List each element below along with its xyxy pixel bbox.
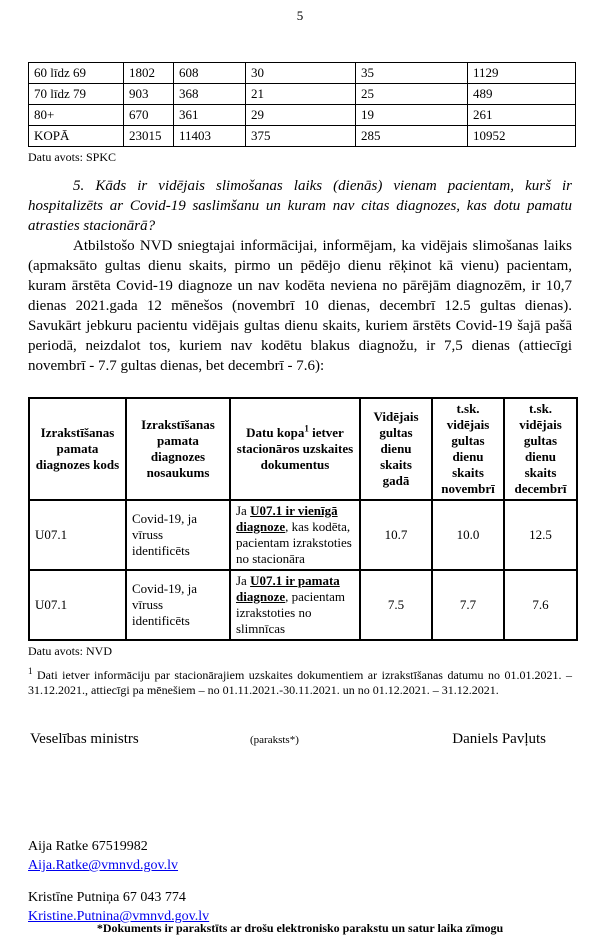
value-cell: 1129 [468,63,576,84]
value-cell: 361 [174,105,246,126]
age-group-cell: 80+ [29,105,124,126]
value-cell: 608 [174,63,246,84]
answer-paragraph: Atbilstošo NVD sniegtajai informācijai, informējam, ka vidējais slimošanas laiks (apmaksāto gultas dienu skaits, pirmo un pēdējo dienu rēķinot kā vienu) pacientam, kuram ārstēta Covid-19 diagnoze un nav kodēta neviena no pārējām diagnozēm, ir 10,7 dienas 2021.gada 12 mēnešos (novembrī 10 dienas, decembrī 12.5 gultas dienas). Savukārt jebkuru pacientu vidējais gultas dienu skaits, kuriem ārstēts Covid-19 šajā pašā periodā, neizdalot tos, kuriem nav kodētu blakus diagnožu, ir 7,5 dienas (attiecīgi novembrī - 7.7 gultas dienas, bet decembrī - 7.6): [28,238,572,374]
header-avg-december: t.sk. vidējais gultas dienu skaits decembrī [504,398,577,500]
avg-december-cell: 12.5 [504,500,577,570]
age-group-cell: 60 līdz 69 [29,63,124,84]
data-source-nvd: Datu avots: NVD [28,644,112,658]
age-group-table [28,62,576,147]
avg-november-cell: 7.7 [432,570,504,640]
signatory-name: Daniels Pavļuts [452,731,546,747]
avg-year-cell: 7.5 [360,570,432,640]
value-cell: 25 [356,84,468,105]
signatory-role: Veselības ministrs [30,731,139,747]
value-cell: 285 [356,126,468,147]
contact-name-phone: Kristīne Putniņa 67 043 774 [28,890,186,905]
header-avg-november: t.sk. vidējais gultas dienu skaits novembrī [432,398,504,500]
value-cell: 11403 [174,126,246,147]
value-cell: 1802 [124,63,174,84]
table-row [29,63,576,84]
table-row [29,84,576,105]
question-5: 5. Kāds ir vidējais slimošanas laiks (dienās) vienam pacientam, kurš ir hospitalizēts ar Covid-19 saslimšanu un kuram nav citas diagnozes, kas dotu pamatu atrasties stacionārā? [28,178,572,234]
avg-year-cell: 10.7 [360,500,432,570]
table-header-row [29,398,577,500]
contact-name-phone: Aija Ratke 67519982 [28,839,148,854]
avg-december-cell: 7.6 [504,570,577,640]
value-cell: 489 [468,84,576,105]
value-cell: 23015 [124,126,174,147]
value-cell: 29 [246,105,356,126]
contacts-section [28,837,572,926]
digital-signature-note: *Dokuments ir parakstīts ar drošu elektronisko parakstu un satur laika zīmogu [96,921,504,935]
header-dataset [230,398,360,500]
table-row [29,105,576,126]
value-cell: 30 [246,63,356,84]
table-row [29,570,577,640]
data-source-spkc: Datu avots: SPKC [28,150,117,164]
footnote-text: Dati ietver informāciju par stacionārajiem uzskaites dokumentiem ar izrakstīšanas datumu no 01.01.2021. – 31.12.2021., attiecīgi pa mēnešiem – no 01.11.2021.-30.11.2021. un no 01.12.2021. – 31.12.2021. [28,668,572,697]
contact-email-link[interactable]: Aija.Ratke@vmnvd.gov.lv [28,858,179,873]
value-cell: 368 [174,84,246,105]
signature-placeholder: (paraksts*) [250,734,299,746]
avg-november-cell: 10.0 [432,500,504,570]
value-cell: 21 [246,84,356,105]
value-cell: 261 [468,105,576,126]
condition-cell [230,570,360,640]
condition-text: , kas kodēta, pacientam izrakstoties no stacionāra [236,519,352,566]
contact-email-link[interactable]: Kristine.Putnina@vmnvd.gov.lv [28,909,210,924]
age-group-cell: 70 līdz 79 [29,84,124,105]
value-cell: 670 [124,105,174,126]
header-diagnosis-code: Izrakstīšanas pamata diagnozes kods [29,398,126,500]
condition-cell [230,500,360,570]
diagnosis-name-cell: Covid-19, ja vīruss identificēts [126,570,230,640]
value-cell: 35 [356,63,468,84]
value-cell: 10952 [468,126,576,147]
condition-text: Ja [236,573,251,588]
diagnosis-code-cell: U07.1 [29,570,126,640]
condition-text: , pacientam izrakstoties no slimnīcas [236,589,346,636]
footnote-ref-icon: 1 [304,423,309,434]
footnote-1 [28,668,572,698]
value-cell: 903 [124,84,174,105]
contact-item [28,837,572,875]
header-dataset-text: Datu kopa [246,425,305,440]
condition-text: Ja [236,503,251,518]
condition-emphasis: U07.1 ir pamata diagnoze [236,573,340,604]
value-cell: 19 [356,105,468,126]
header-avg-year: Vidējais gultas dienu skaits gadā [360,398,432,500]
bed-days-table [28,397,578,641]
header-dataset-text: ietver stacionāros uzskaites dokumentus [236,425,354,472]
footnote-marker: 1 [28,666,33,676]
diagnosis-code-cell: U07.1 [29,500,126,570]
table-row-total [29,126,576,147]
diagnosis-name-cell: Covid-19, ja vīruss identificēts [126,500,230,570]
page-number: 5 [296,8,304,23]
age-group-cell: KOPĀ [29,126,124,147]
header-diagnosis-name: Izrakstīšanas pamata diagnozes nosaukums [126,398,230,500]
value-cell: 375 [246,126,356,147]
signature-row [28,731,572,751]
condition-emphasis: U07.1 ir vienīgā diagnoze [236,503,338,534]
table-row [29,500,577,570]
